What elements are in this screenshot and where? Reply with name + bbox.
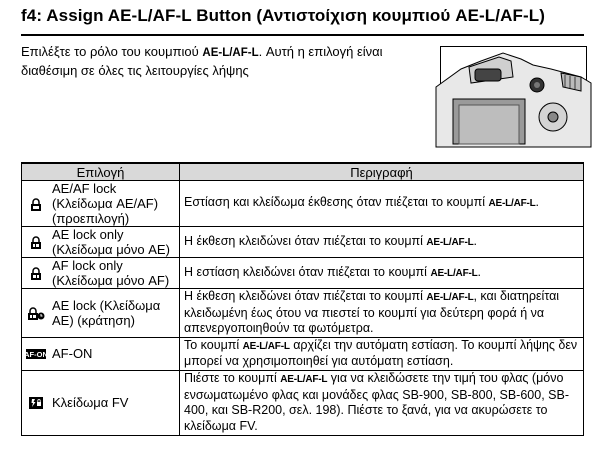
option-description [180, 289, 584, 338]
svg-text:AF-ON: AF-ON [24, 350, 48, 360]
option-label: AE lock (Κλείδωμα AE) (κράτηση) [50, 289, 180, 338]
desc-text: Η εστίαση κλειδώνει όταν πιέζεται το κουμπί [184, 264, 431, 279]
option-description [180, 258, 584, 289]
option-description [180, 337, 584, 370]
intro-button-name: AE-L/AF-L [202, 47, 259, 59]
option-label: AE lock only (Κλείδωμα μόνο AE) [50, 227, 180, 258]
camera-illustration [440, 46, 587, 145]
table-row [22, 370, 584, 435]
desc-text: Η έκθεση κλειδώνει όταν πιέζεται το κουμπί [184, 289, 427, 303]
option-description [180, 227, 584, 258]
button-name: AE-L/AF-L [430, 267, 478, 279]
af-on-icon [26, 349, 46, 359]
header-option: Επιλογή [22, 163, 180, 181]
option-label: AE/AF lock (Κλείδωμα AE/AF) (προεπιλογή) [50, 181, 180, 227]
header-description: Περιγραφή [180, 163, 584, 181]
table-row [22, 337, 584, 370]
intro-text-2: . Αυτή η επιλογή είναι διαθέσιμη σε όλες τις λειτουργίες λήψης [21, 44, 383, 78]
desc-text: , και διατηρείται κλειδωμένη έως ότου να πιεστεί το κουμπί για δεύτερη φορά ή να απενεργοποιηθούν τα φωτόμετρα. [184, 289, 560, 335]
padlock-ae-af-icon [30, 198, 42, 211]
table-row [22, 227, 584, 258]
options-table [21, 162, 584, 436]
page-title: f4: Assign AE-L/AF-L Button (Αντιστοίχιση κουμπιού AE-L/AF-L) [21, 6, 545, 25]
desc-text: Εστίαση και κλείδωμα έκθεσης όταν πιέζεται το κουμπί [184, 195, 489, 210]
intro-paragraph [21, 43, 431, 80]
button-name: AE-L/AF-L [426, 236, 474, 248]
padlock-ae-hold-icon [27, 307, 45, 320]
button-name: AE-L/AF-L [488, 198, 536, 210]
camera-back-drawing [441, 47, 586, 144]
option-label: AF lock only (Κλείδωμα μόνο AF) [50, 258, 180, 289]
padlock-af-icon [30, 267, 42, 280]
intro-text-1: Επιλέξτε το ρόλο του κουμπιού [21, 44, 203, 59]
option-description [180, 370, 584, 435]
table-header-row [22, 163, 584, 181]
option-label: AF-ON [50, 337, 180, 370]
desc-text: για να κλειδώσετε την τιμή του φλας (μόνο ενσωματωμένο φλας και μονάδες φλας SB-900, SB-800, SB-600, SB-400, και SB-R200, σελ. 198). Πιέστε το ξανά, για να ακυρώσετε το κλείδωμα FV. [184, 371, 569, 433]
desc-text: Η έκθεση κλειδώνει όταν πιέζεται το κουμπί [184, 233, 427, 248]
desc-text: . [473, 233, 477, 248]
option-label: Κλείδωμα FV [50, 370, 180, 435]
desc-text: . [535, 195, 540, 210]
table-row [22, 289, 584, 338]
desc-text: . [477, 264, 481, 279]
button-name: AE-L/AF-L [426, 292, 474, 303]
fv-lock-icon [29, 397, 43, 409]
table-row [22, 258, 584, 289]
button-name: AE-L/AF-L [242, 340, 290, 352]
button-name: AE-L/AF-L [280, 374, 328, 385]
option-description [180, 181, 584, 227]
desc-text: Πιέστε το κουμπί [184, 371, 281, 385]
table-row [22, 181, 584, 227]
desc-text: αρχίζει την αυτόματη εστίαση. Το κουμπί λήψης δεν μπορεί να χρησιμοποιηθεί για αυτόματη εστίαση. [184, 337, 578, 368]
title-rule [21, 34, 584, 36]
desc-text: Το κουμπί [184, 337, 243, 352]
padlock-ae-icon [30, 236, 42, 249]
